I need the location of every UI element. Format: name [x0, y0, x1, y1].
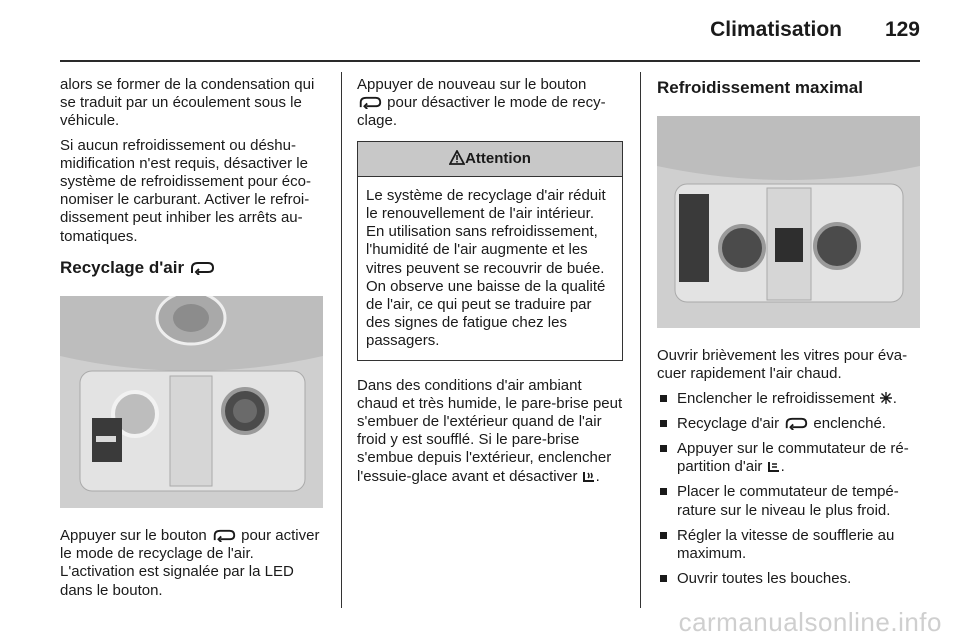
recirculation-icon: [211, 529, 237, 542]
paragraph: Si aucun refroidissement ou déshumidification n'est requis, désactiver le système de refroidissement pour économiser le carburant. Activer le refroidissement peut inhiber les arrêts automatiques.: [60, 136, 311, 245]
climate-panel-photo-max-cooling: [657, 116, 920, 328]
column-1: [60, 76, 326, 606]
list-item: Ouvrir toutes les bouches.: [657, 570, 923, 588]
column-2: [357, 76, 623, 492]
list-item: Enclencher le refroidissement .: [657, 390, 923, 408]
steps-list: [657, 390, 923, 589]
list-item: Recyclage d'air enclenché.: [657, 415, 923, 433]
section-heading-max-cooling: Refroidissement maximal: [657, 78, 863, 97]
windscreen-defrost-icon: [582, 470, 596, 483]
list-item: Appuyer sur le commutateur de répartition d'air .: [657, 440, 923, 476]
paragraph: Ouvrir brièvement les vitres pour évacuer rapidement l'air chaud.: [657, 347, 908, 383]
column-3: [657, 76, 923, 595]
page-header-title: Climatisation: [710, 18, 842, 41]
attention-box: [357, 141, 623, 361]
paragraph: Appuyer de nouveau sur le bouton pour désactiver le mode de recyclage.: [357, 76, 606, 130]
warning-triangle-icon: [449, 150, 465, 165]
climate-panel-photo-recirculation: [60, 296, 323, 508]
attention-header: Attention: [358, 142, 622, 177]
page-number: 129: [884, 18, 920, 41]
recirculation-icon: [783, 417, 809, 430]
air-distribution-icon: [767, 460, 781, 473]
attention-text: Le système de recyclage d'air réduit le renouvellement de l'air intérieur. En utilisation sans refroidissement, l'humidité de l'air augmente et les vitres peuvent se recouvrir de buée. On observe une baisse de la qualité de l'air, ce qui peut se traduire par des signes de fatigue chez les passagers.: [366, 186, 606, 350]
paragraph: alors se former de la condensation qui se traduit par un écoulement sous le véhicule.: [60, 76, 315, 130]
column-divider-1: [341, 72, 342, 608]
paragraph: Appuyer sur le bouton pour activer le mode de recyclage de l'air. L'activation est signalée par la LED dans le bouton.: [60, 527, 320, 599]
snowflake-icon: [879, 391, 893, 405]
column-divider-2: [640, 72, 641, 608]
watermark: carmanualsonline.info: [678, 607, 942, 637]
list-item: Régler la vitesse de soufflerie au maximum.: [657, 527, 923, 563]
recirculation-icon: [357, 96, 383, 109]
recirculation-icon: [189, 261, 215, 275]
paragraph: Dans des conditions d'air ambiant chaud et très humide, le pare-brise peut s'embuer de l'extérieur quand de l'air froid y est soufflé. Si le pare-brise s'embue depuis l'extérieur, enclencher l'essuie-glace avant et désactiver .: [357, 376, 623, 485]
list-item: Placer le commutateur de température sur le niveau le plus froid.: [657, 483, 923, 519]
header-rule: [60, 60, 920, 62]
section-heading-recirculation: Recyclage d'air: [60, 258, 326, 278]
